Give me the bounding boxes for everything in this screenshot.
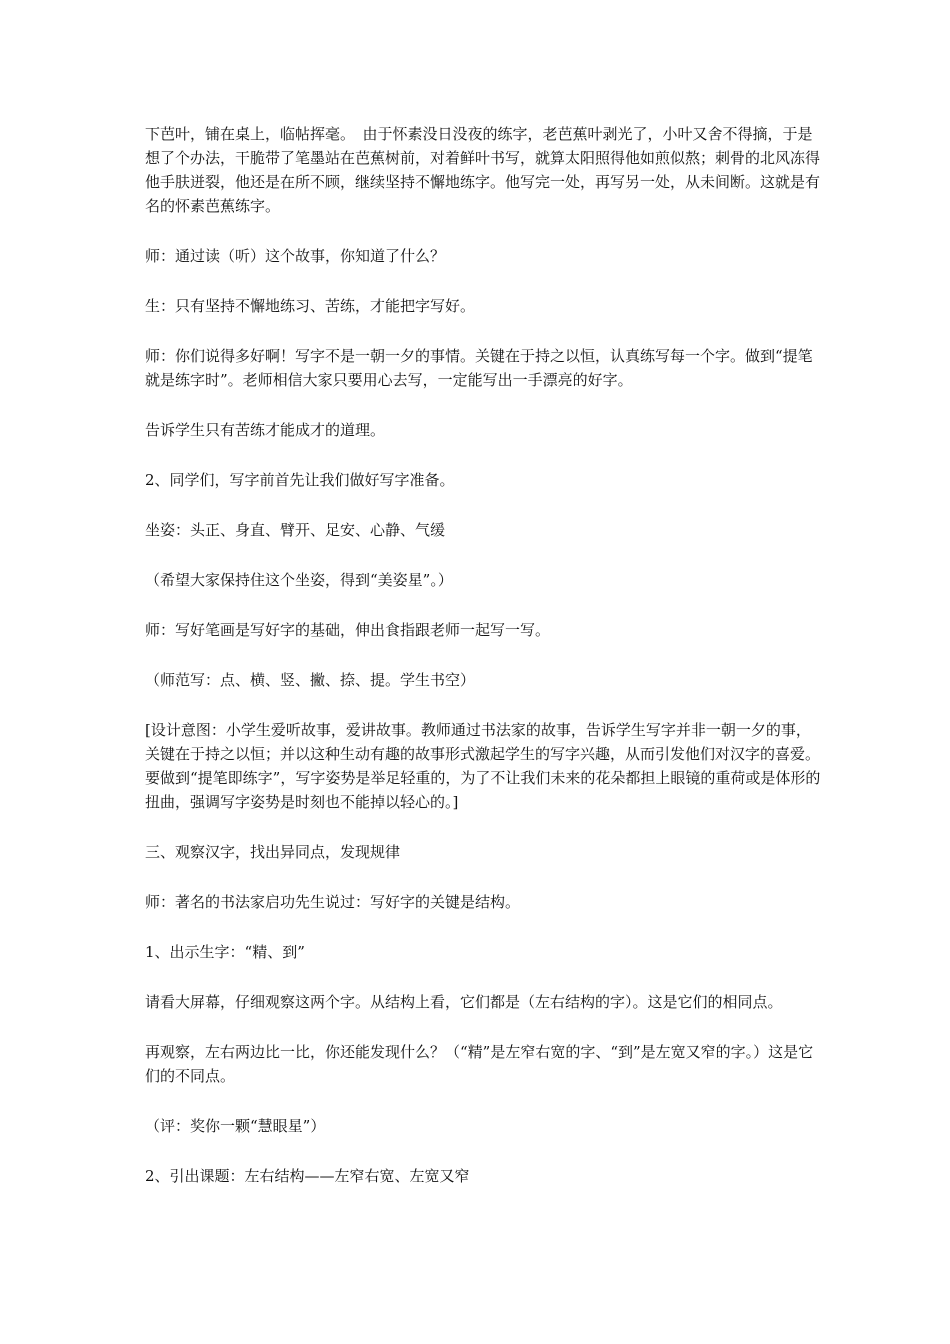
- observe-difference: 再观察，左右两边比一比，你还能发现什么？（“精”是左窄右宽的字、“到”是左宽又窄的字。）这是它们的不同点。: [145, 1043, 814, 1085]
- lesson-point: 告诉学生只有苦练才能成才的道理。: [145, 421, 386, 439]
- stroke-instruction: 师：写好笔画是写好字的基础，伸出食指跟老师一起写一写。: [145, 621, 551, 639]
- observe-similarity: 请看大屏幕，仔细观察这两个字。从结构上看，它们都是（左右结构的字）。这是它们的相同点。: [145, 993, 783, 1011]
- calligrapher-quote: 师：著名的书法家启功先生说过：写好字的关键是结构。: [145, 893, 521, 911]
- lesson-topic: 2、引出课题：左右结构——左窄右宽、左宽又窄: [145, 1167, 470, 1185]
- preparation-step: 2、同学们，写字前首先让我们做好写字准备。: [145, 471, 455, 489]
- story-paragraph: 下芭叶，铺在桌上，临帖挥毫。 由于怀素没日没夜的练字，老芭蕉叶剥光了，小叶又舍不得摘，于是想了个办法，干脆带了笔墨站在芭蕉树前，对着鲜叶书写，就算太阳照得他如煎似熬；刺骨的北风冻得他手肤迸裂，他还是在所不顾，继续坚持不懈地练字。他写完一处，再写另一处，从未间断。这就是有名的怀素芭蕉练字。: [145, 125, 821, 215]
- teacher-question: 师：通过读（听）这个故事，你知道了什么？: [145, 247, 446, 265]
- section-heading: 三、观察汉字，找出异同点，发现规律: [145, 843, 401, 861]
- teacher-response: 师：你们说得多好啊！写字不是一朝一夕的事情。关键在于持之以恒，认真练写每一个字。做到“提笔就是练字时”。老师相信大家只要用心去写，一定能写出一手漂亮的好字。: [145, 347, 813, 389]
- stroke-demo-note: （师范写：点、横、竖、撇、捺、提。学生书空）: [145, 671, 476, 689]
- posture-star-note: （希望大家保持住这个坐姿，得到“美姿星”。）: [145, 571, 453, 589]
- student-answer: 生：只有坚持不懈地练习、苦练，才能把字写好。: [145, 297, 476, 315]
- design-intent-paragraph: [设计意图：小学生爱听故事，爱讲故事。教师通过书法家的故事，告诉学生写字并非一朝一夕的事，关键在于持之以恒；并以这种生动有趣的故事形式激起学生的写字兴趣，从而引发他们对汉字的喜爱。要做到“提笔即练字”，写字姿势是举足轻重的，为了不让我们未来的花朵都担上眼镜的重荷或是体形的扭曲，强调写字姿势是时刻也不能掉以轻心的。]: [145, 721, 821, 811]
- show-characters-step: 1、出示生字：“精、到”: [145, 943, 305, 961]
- document-body: [145, 122, 825, 1188]
- evaluation-note: （评：奖你一颗“慧眼星”）: [145, 1117, 326, 1135]
- sitting-posture: 坐姿：头正、身直、臂开、足安、心静、气缓: [145, 521, 446, 539]
